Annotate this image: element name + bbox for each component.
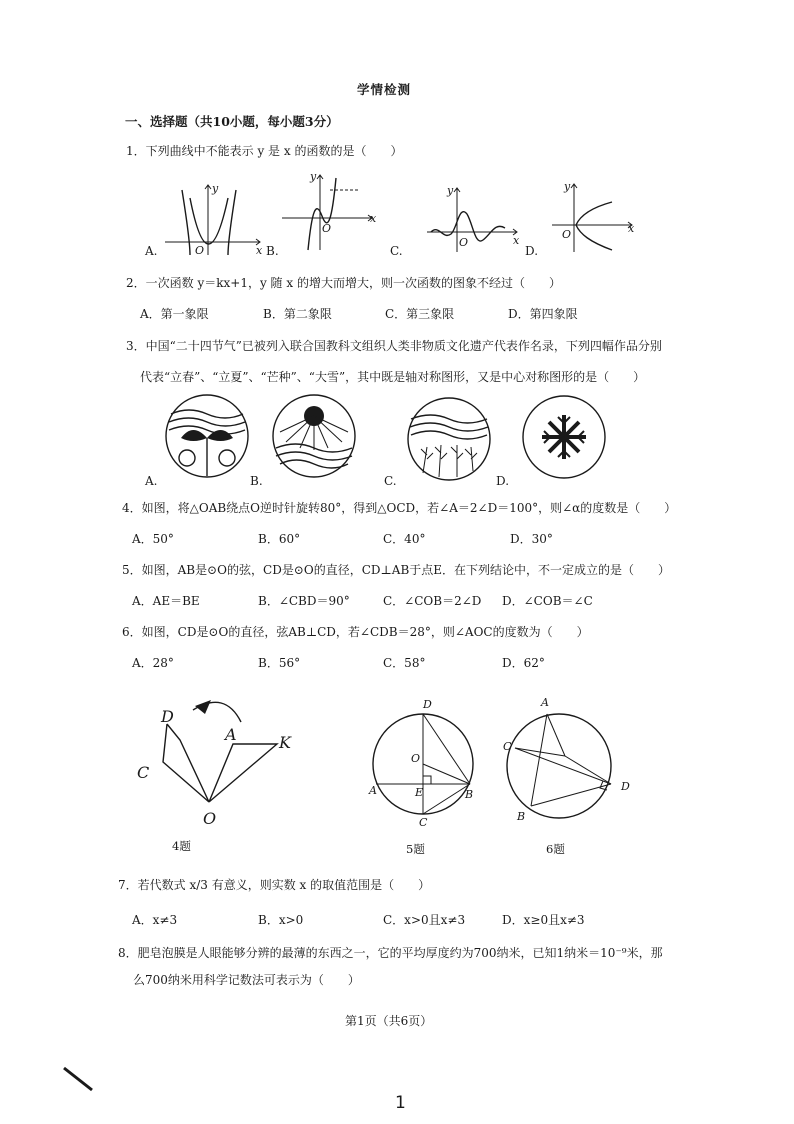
svg-text:C: C [503,740,512,753]
q3-option-a: A. [145,474,158,488]
q3-image-b [270,392,358,480]
question-3-stem-line1: 3．中国“二十四节气”已被列入联合国教科文组织人类非物质文化遗产代表作名录，下列四幅作品分别 [126,339,662,353]
svg-text:D: D [423,698,432,711]
q6-option-d: D．62° [502,656,545,670]
q5-option-a: A．AE＝BE [132,594,200,608]
q1-graph-a [160,180,270,260]
figure-6 [495,690,635,830]
svg-text:D: D [621,780,630,793]
svg-text:A: A [369,784,377,797]
svg-text:y: y [447,184,454,197]
scan-mark [62,1066,102,1096]
q1-option-c: C. [390,244,403,258]
q3-option-d: D. [496,474,510,488]
svg-text:O: O [195,244,205,257]
question-5-stem: 5．如图，AB是⊙O的弦，CD是⊙O的直径，CD⊥AB于点E．在下列结论中，不一定成立的是（ ） [122,563,671,577]
question-1-stem: 1．下列曲线中不能表示 y 是 x 的函数的是（ ） [126,144,403,158]
section-heading: 一、选择题（共10小题，每小题3分） [125,114,339,129]
question-6-stem: 6．如图，CD是⊙O的直径，弦AB⊥CD，若∠CDB＝28°，则∠AOC的度数为（ ） [122,625,589,639]
q1-graph-c [425,184,530,254]
page-title: 学情检测 [357,82,412,97]
svg-text:D: D [161,707,174,726]
q4-option-c: C．40° [383,532,426,546]
svg-text:y: y [310,170,317,183]
svg-text:A: A [541,696,549,709]
q7-option-c: C．x>0且x≠3 [383,913,466,927]
q4-option-b: B．60° [258,532,301,546]
svg-text:O: O [203,809,217,828]
svg-text:x: x [513,234,520,247]
svg-text:y: y [212,182,219,195]
q1-graph-b [280,170,380,255]
question-2-stem: 2．一次函数 y＝kx+1，y 随 x 的增大而增大，则一次函数的图象不经过（ ） [126,276,561,290]
figure-4-caption: 4题 [172,839,191,853]
question-4-stem: 4．如图，将△OAB绕点O逆时针旋转80°，得到△OCD，若∠A＝2∠D＝100°，则∠α的度数是（ ） [122,501,677,515]
q4-option-a: A．50° [132,532,174,546]
figure-4 [125,692,305,832]
question-3-stem-line2: 代表“立春”、“立夏”、“芒种”、“大雪”，其中既是轴对称图形，又是中心对称图形的是（ ） [140,370,646,384]
q5-option-b: B．∠CBD＝90° [258,594,350,608]
q2-option-a: A．第一象限 [140,307,209,321]
q3-option-b: B. [250,474,263,488]
q5-option-d: D．∠COB＝∠C [502,594,593,608]
svg-text:x: x [370,212,377,225]
q4-option-d: D．30° [510,532,553,546]
q1-option-a: A. [145,244,158,258]
q1-option-b: B. [266,244,279,258]
question-8-stem-line1: 8．肥皂泡膜是人眼能够分辨的最薄的东西之一，它的平均厚度约为700纳米，已知1纳米＝10⁻⁹米，那 [118,946,663,960]
q3-image-a [163,392,251,480]
svg-text:O: O [322,222,332,235]
question-7-stem: 7．若代数式 x/3 有意义，则实数 x 的取值范围是（ ） [118,878,431,892]
svg-text:O: O [459,236,469,249]
q6-option-c: C．58° [383,656,426,670]
svg-text:A: A [225,725,237,744]
figure-5 [365,690,485,830]
svg-text:y: y [564,180,571,193]
q7-option-a: A．x≠3 [132,913,178,927]
q7-option-b: B．x>0 [258,913,304,927]
q3-option-c: C. [384,474,397,488]
svg-text:x: x [256,244,263,257]
page-footer: 第1页（共6页） [345,1014,433,1028]
svg-text:O: O [411,752,421,765]
q3-image-c [405,395,493,483]
q5-option-c: C．∠COB＝2∠D [383,594,482,608]
figure-6-caption: 6题 [546,842,565,856]
q2-option-b: B．第二象限 [263,307,332,321]
figure-5-caption: 5题 [406,842,425,856]
svg-text:O: O [562,228,572,241]
q1-option-d: D. [525,244,539,258]
q6-option-a: A．28° [132,656,174,670]
svg-text:C: C [419,816,428,829]
svg-text:E: E [415,786,424,799]
q7-option-d: D．x≥0且x≠3 [502,913,585,927]
svg-text:B: B [465,788,474,801]
page-number: 1 [395,1093,406,1113]
svg-text:C: C [137,763,150,782]
svg-text:K: K [279,733,291,752]
q6-option-b: B．56° [258,656,301,670]
question-8-stem-line2: 么700纳米用科学记数法可表示为（ ） [133,973,360,987]
svg-text:x: x [628,222,635,235]
svg-text:B: B [517,810,526,823]
q3-image-d [520,393,608,481]
q1-graph-d [550,180,640,255]
q2-option-c: C．第三象限 [385,307,455,321]
q2-option-d: D．第四象限 [508,307,578,321]
